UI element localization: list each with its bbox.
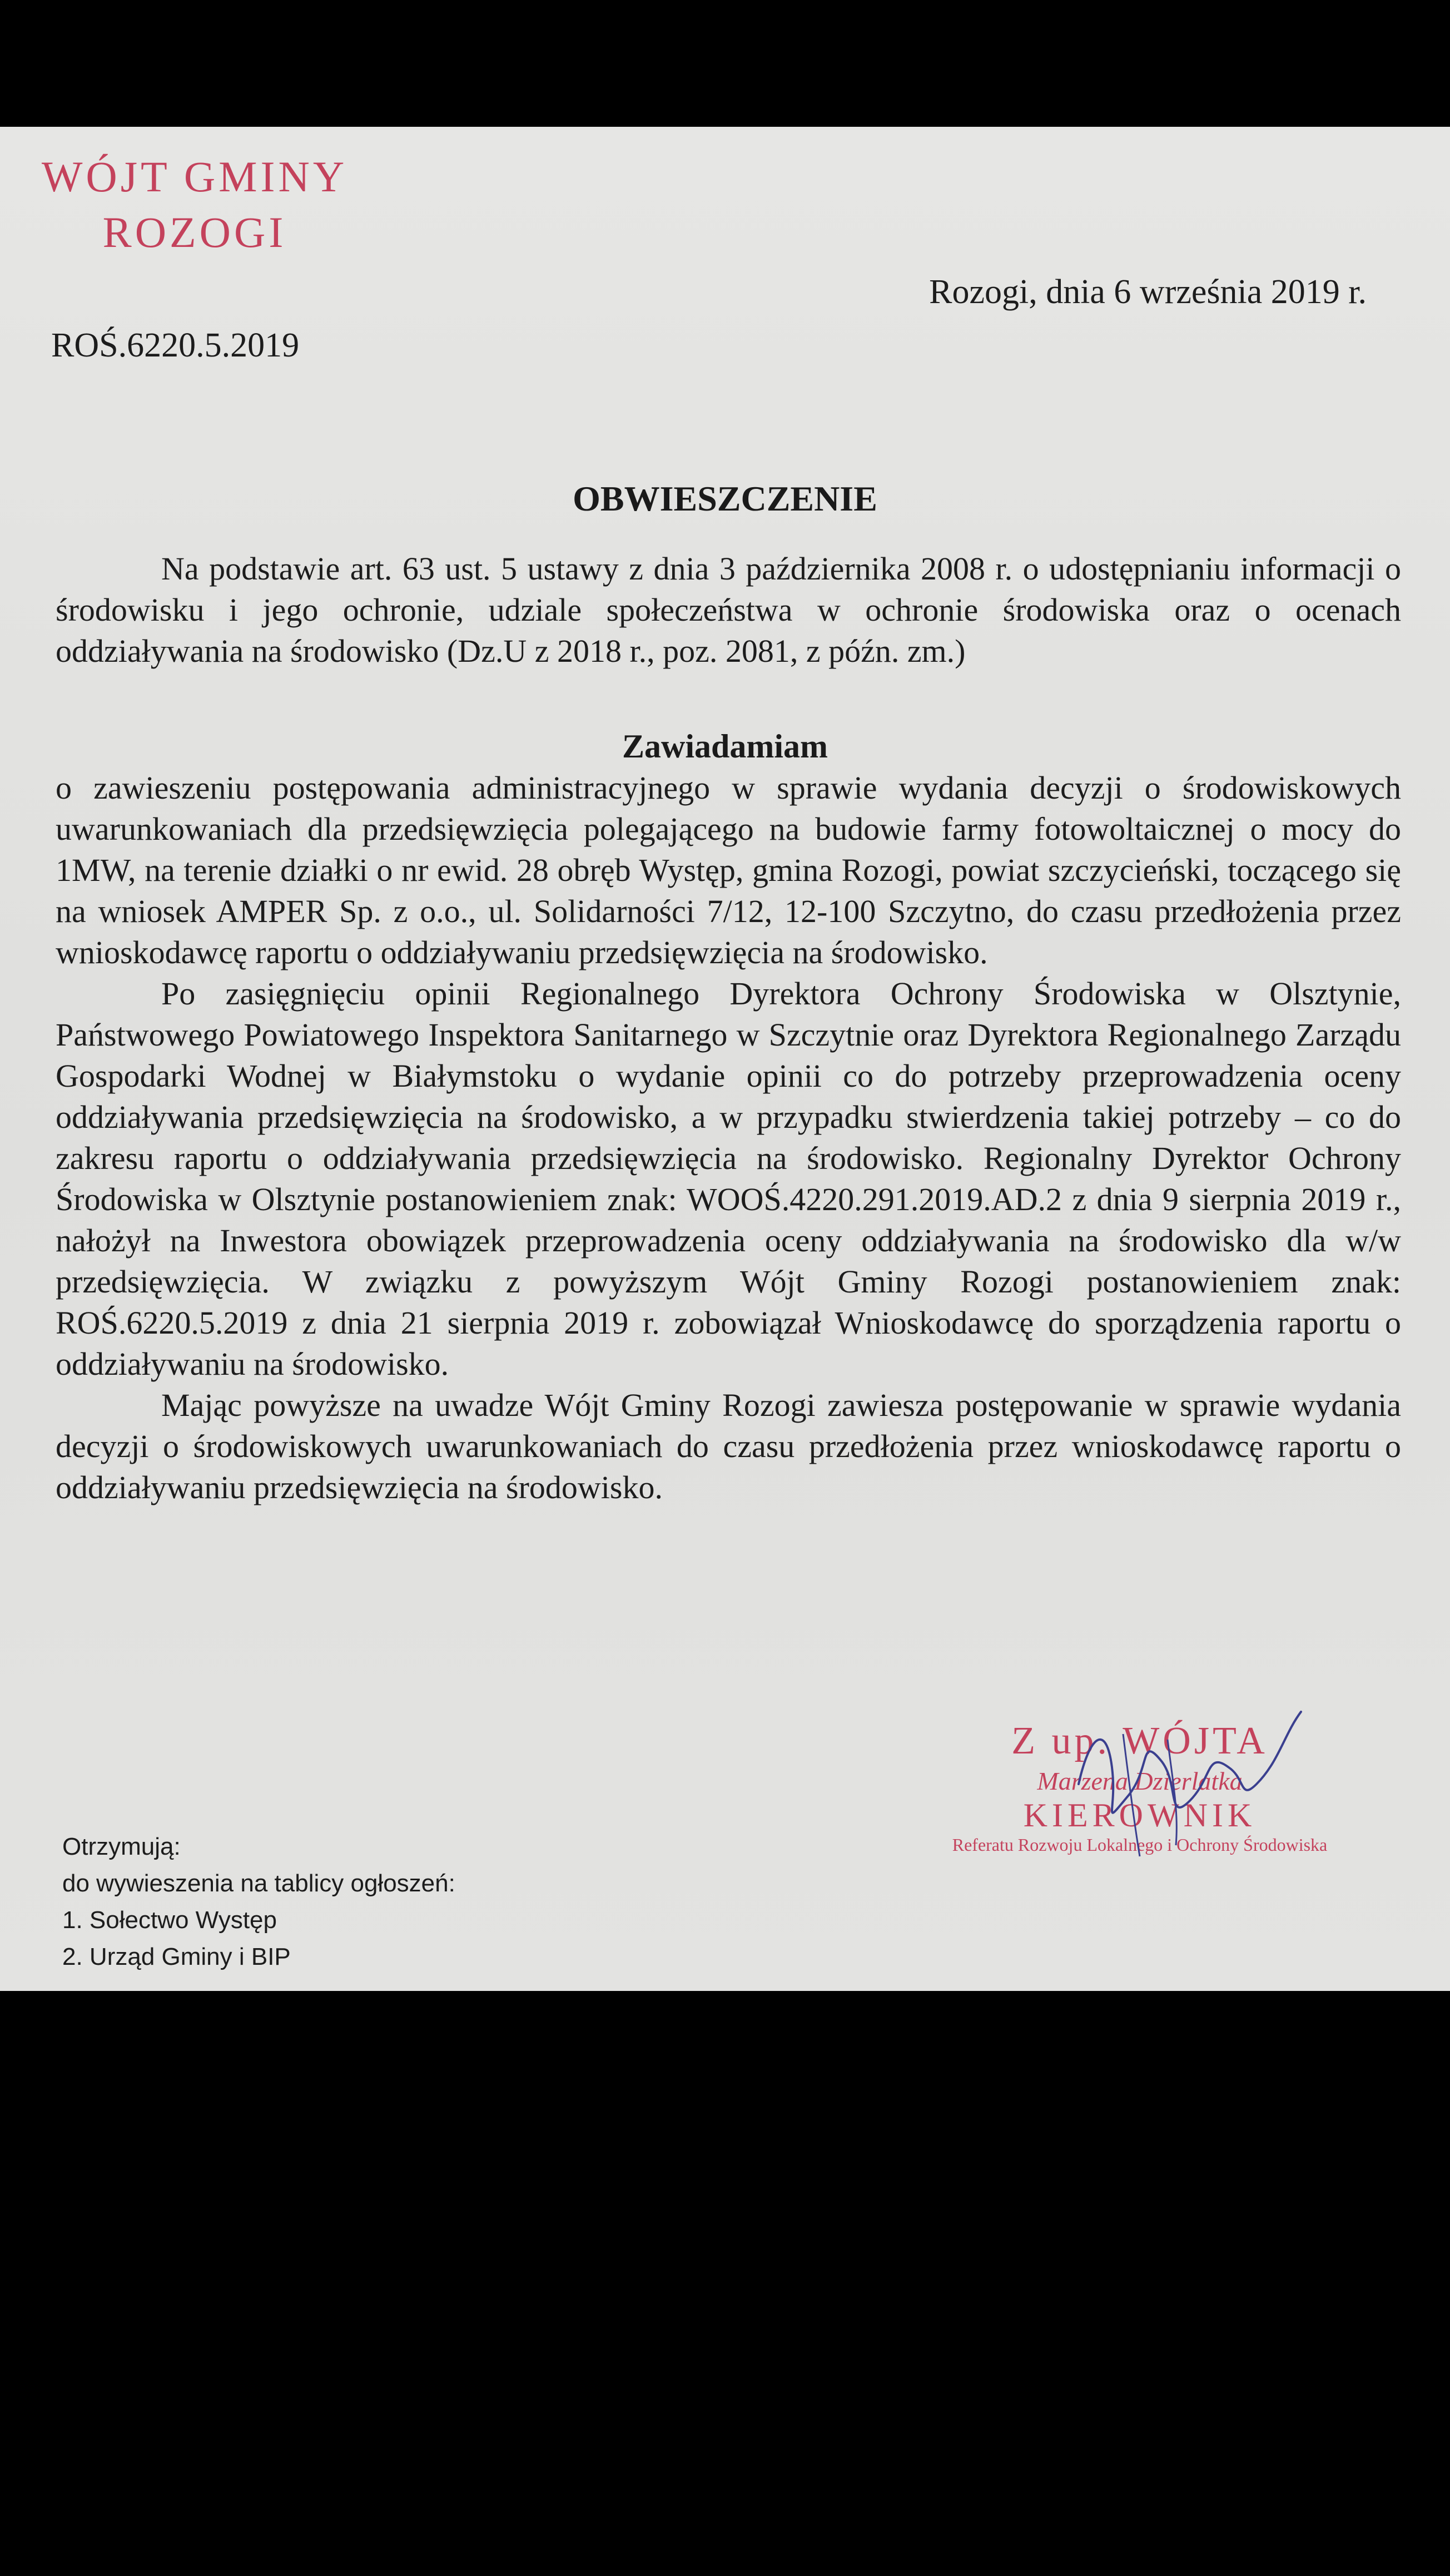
section-heading: Zawiadamiam [622, 728, 828, 765]
recipient-item: 2. Urząd Gminy i BIP [62, 1943, 291, 1970]
recipients-list [62, 1829, 455, 1975]
notice-paragraph: o zawieszeniu postępowania administracyjnego w sprawie wydania decyzji o środowiskowych uwarunkowaniach dla przedsięwzięcia polegającego na budowie farmy fotowoltaicznej o mocy do 1MW, na terenie działki o nr ewid. 28 obręb Występ, gmina Rozogi, powiat szczycieński, toczącego się na wniosek AMPER Sp. z o.o., ul. Solidarności 7/12, 12-100 Szczytno, do czasu przedłożenia przez wnioskodawcę raportu o oddziaływaniu przedsięwzięcia na środowisko. [56, 770, 1401, 970]
intro-paragraph [56, 548, 1401, 672]
document-title: OBWIESZCZENIE [573, 479, 877, 518]
signature-stamp-line1: Z up. WÓJTA [1011, 1720, 1268, 1762]
handwritten-signature [1056, 1701, 1312, 1867]
date-line: Rozogi, dnia 6 września 2019 r. [929, 273, 1367, 311]
signature-stamp-department: Referatu Rozwoju Lokalnego i Ochrony Środowiska [952, 1835, 1328, 1855]
signature-stamp-name: Marzena Dzierlatka [1037, 1767, 1243, 1795]
signature-stamp-title: KIEROWNIK [1023, 1797, 1257, 1834]
intro-text: Na podstawie art. 63 ust. 5 ustawy z dnia 3 października 2008 r. o udostępnianiu informacji o środowisku i jego ochronie, udziale społeczeństwa w ochronie środowiska oraz o ocenach oddziaływania na środowisko (Dz.U z 2018 r., poz. 2081, z późn. zm.) [56, 551, 1401, 669]
office-stamp [22, 149, 367, 260]
reference-number: ROŚ.6220.5.2019 [51, 326, 300, 364]
recipients-subheading: do wywieszenia na tablicy ogłoszeń: [62, 1870, 455, 1897]
main-body [56, 767, 1401, 1508]
office-stamp-line2: ROZOGI [102, 208, 287, 256]
decision-paragraph: Mając powyższe na uwadze Wójt Gminy Rozogi zawiesza postępowanie w sprawie wydania decyzji o środowiskowych uwarunkowaniach do czasu przedłożenia przez wnioskodawcę raportu o oddziaływaniu przedsięwzięcia na środowisko. [56, 1387, 1401, 1505]
recipient-item: 1. Sołectwo Występ [62, 1906, 277, 1934]
document-page [0, 127, 1450, 1991]
office-stamp-line1: WÓJT GMINY [41, 152, 348, 201]
opinion-paragraph: Po zasięgnięciu opinii Regionalnego Dyrektora Ochrony Środowiska w Olsztynie, Państwowego Powiatowego Inspektora Sanitarnego w Szczytnie oraz Dyrektora Regionalnego Zarządu Gospodarki Wodnej w Białymstoku o wydanie opinii co do potrzeby przeprowadzenia oceny oddziaływania przedsięwzięcia na środowisko, a w przypadku stwierdzenia takiej potrzeby – co do zakresu raportu o oddziaływania przedsięwzięcia na środowisko. Regionalny Dyrektor Ochrony Środowiska w Olsztynie postanowieniem znak: WOOŚ.4220.291.2019.AD.2 z dnia 9 sierpnia 2019 r., nałożył na Inwestora obowiązek przeprowadzenia oceny oddziaływania na środowisko dla w/w przedsięwzięcia. W związku z powyższym Wójt Gminy Rozogi postanowieniem znak: ROŚ.6220.5.2019 z dnia 21 sierpnia 2019 r. zobowiązał Wnioskodawcę do sporządzenia raportu o oddziaływaniu na środowisko. [56, 975, 1401, 1382]
recipients-heading: Otrzymują: [62, 1833, 181, 1860]
